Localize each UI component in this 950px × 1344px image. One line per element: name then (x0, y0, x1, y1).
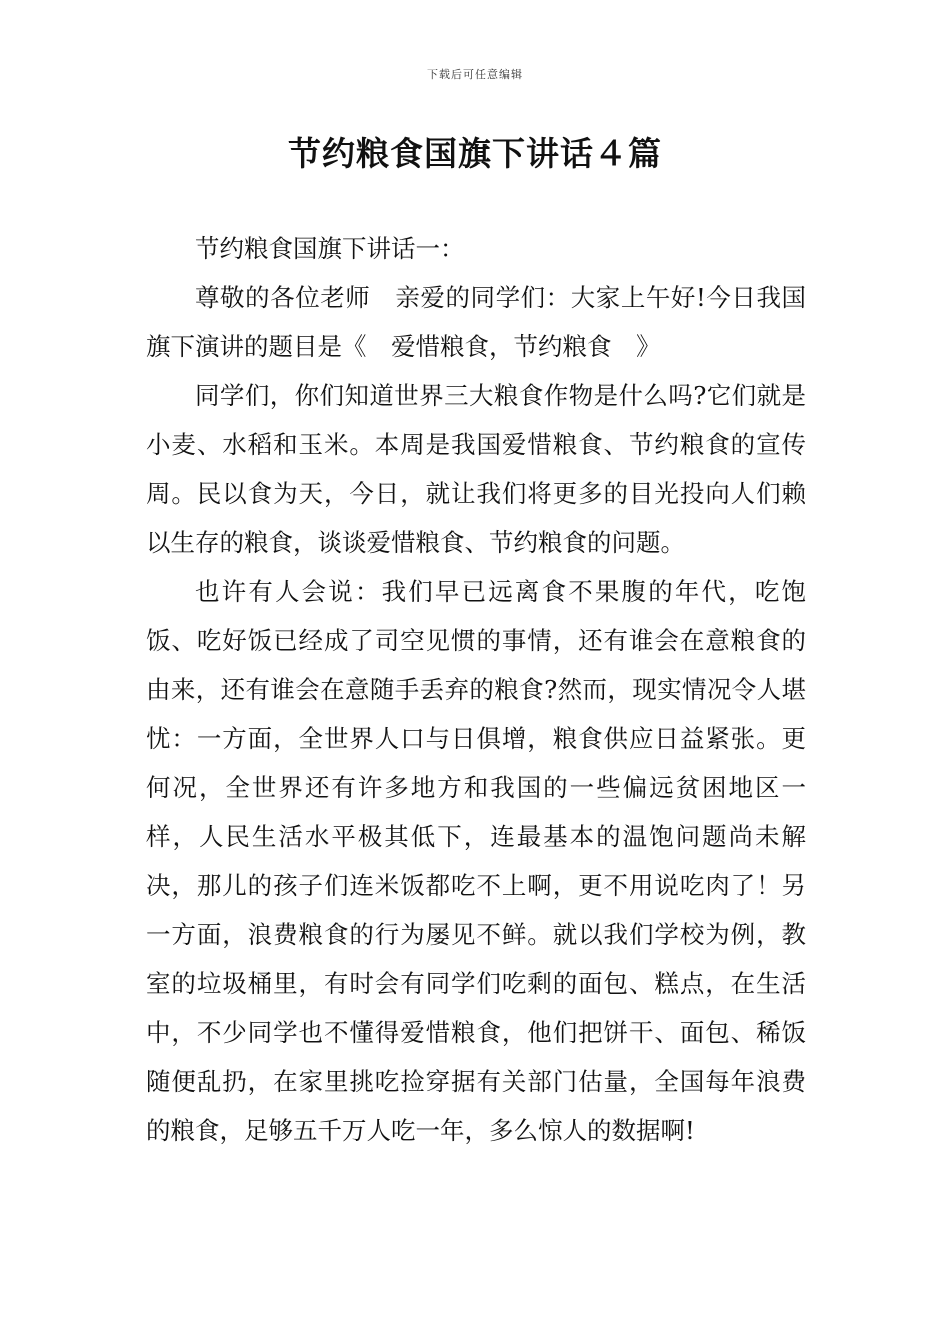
paragraph-subtitle: 节约粮食国旗下讲话一： (195, 234, 465, 263)
document-body (146, 224, 806, 1155)
document-title: 节约粮食国旗下讲话４篇 (288, 134, 662, 173)
header-note: 下载后可任意编辑 (427, 68, 523, 81)
paragraph-body-1: 同学们，你们知道世界三大粮食作物是什么吗?它们就是小麦、水稻和玉米。本周是我国爱惜粮食、节约粮食的宣传周。民以食为天，今日，就让我们将更多的目光投向人们赖以生存的粮食，谈谈爱惜粮食、节约粮食的问题。 (146, 381, 806, 557)
paragraph-greeting: 尊敬的各位老师 亲爱的同学们：大家上午好!今日我国旗下演讲的题目是《 爱惜粮食，节约粮食 》 (146, 283, 806, 361)
paragraph-body-2: 也许有人会说：我们早已远离食不果腹的年代，吃饱饭、吃好饭已经成了司空见惯的事情，还有谁会在意粮食的由来，还有谁会在意随手丢弃的粮食?然而，现实情况令人堪忧：一方面，全世界人口与日俱增，粮食供应日益紧张。更何况，全世界还有许多地方和我国的一些偏远贫困地区一样，人民生活水平极其低下，连最基本的温饱问题尚未解决，那儿的孩子们连米饭都吃不上啊，更不用说吃肉了！另一方面，浪费粮食的行为屡见不鲜。就以我们学校为例，教室的垃圾桶里，有时会有同学们吃剩的面包、糕点，在生活中，不少同学也不懂得爱惜粮食，他们把饼干、面包、稀饭随便乱扔，在家里挑吃捡穿据有关部门估量，全国每年浪费的粮食，足够五千万人吃一年，多么惊人的数据啊! (146, 577, 806, 1145)
